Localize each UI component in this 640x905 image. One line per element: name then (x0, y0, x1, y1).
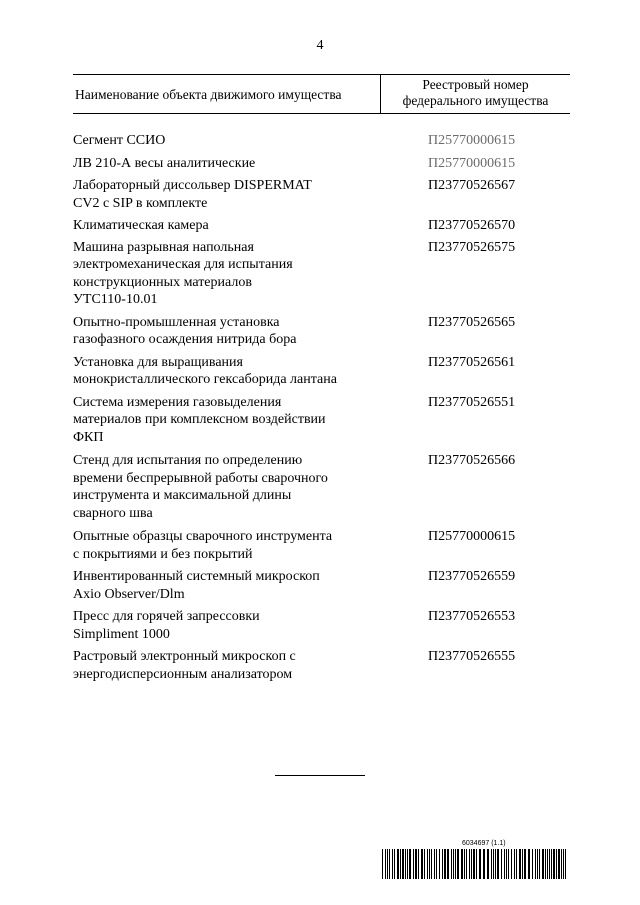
table-row (73, 354, 570, 389)
object-name-line: Установка для выращивания (73, 354, 243, 370)
barcode-bar (427, 849, 428, 879)
object-name (73, 314, 428, 349)
barcode-bar (439, 849, 440, 879)
barcode-bar (551, 849, 552, 879)
barcode-bar (436, 849, 437, 879)
barcode-bar (565, 849, 566, 879)
barcode-bar (387, 849, 388, 879)
barcode-bar (471, 849, 472, 879)
barcode-bar (447, 849, 449, 879)
object-name-line: сварного шва (73, 505, 153, 521)
barcode-bar (491, 849, 492, 879)
header-registry-number (381, 77, 570, 109)
object-name (73, 608, 428, 643)
barcode-bar (413, 849, 414, 879)
object-name-line: Опытно-промышленная установка (73, 314, 280, 330)
table-row (73, 217, 570, 235)
barcode-bar (382, 849, 383, 879)
registry-number: П23770526570 (428, 218, 516, 233)
object-name-line: конструкционных материалов (73, 274, 252, 290)
barcode-bar (400, 849, 401, 879)
object-name-line: электромеханическая для испытания (73, 257, 293, 272)
barcode-bar (497, 849, 499, 879)
barcode-bar (418, 849, 419, 879)
barcode-bar (519, 849, 521, 879)
barcode-bar (429, 849, 430, 879)
object-name-line: УТС110-10.01 (73, 292, 158, 307)
object-name-line: Сегмент ССИО (73, 133, 166, 148)
barcode-bar (483, 849, 485, 879)
barcode-bar (549, 849, 550, 879)
barcode-bar (466, 849, 467, 879)
object-name (73, 217, 428, 235)
object-name-line: Климатическая камера (73, 218, 209, 233)
barcode-bar (476, 849, 477, 879)
object-name (73, 354, 428, 389)
barcode-bar (424, 849, 425, 879)
property-table-body (73, 132, 570, 688)
object-name-line: газофазного осаждения нитрида бора (73, 332, 297, 347)
page-number: 4 (316, 38, 324, 53)
table-row (73, 239, 570, 309)
barcode-bar (522, 849, 523, 879)
header-registry-line1: Реестровый номер (422, 77, 529, 92)
registry-number: П25770000615 (428, 133, 516, 148)
object-name-line: Пресс для горячей запрессовки (73, 609, 260, 624)
object-name (73, 239, 428, 309)
barcode-bar (442, 849, 443, 879)
object-name-line: ФКП (73, 429, 104, 445)
table-row (73, 648, 570, 683)
barcode-bar (392, 849, 393, 879)
registry-number: П23770526561 (428, 354, 516, 370)
barcode-bar (556, 849, 557, 879)
barcode-bar (394, 849, 395, 879)
object-name-line: Axio Observer/Dlm (73, 586, 185, 602)
object-name (73, 452, 428, 522)
barcode-bar (389, 849, 390, 879)
barcode-bar (444, 849, 446, 879)
object-name (73, 648, 428, 683)
object-name-line: Лабораторный диссольвер DISPERMAT (73, 178, 312, 193)
object-name (73, 155, 428, 173)
object-name-line: Инвентированный системный микроскоп (73, 569, 320, 584)
barcode-bar (409, 849, 411, 879)
registry-number: П23770526565 (428, 314, 516, 330)
table-row (73, 528, 570, 563)
registry-number: П23770526555 (428, 649, 516, 664)
table-row (73, 452, 570, 522)
object-name (73, 177, 428, 212)
signature-line (275, 775, 365, 776)
barcode-bar (558, 849, 560, 879)
object-name-line: материалов при комплексном воздействии (73, 412, 326, 427)
object-name-line: Растровый электронный микроскоп с (73, 649, 296, 664)
barcode-bar (487, 849, 489, 879)
object-name (73, 568, 428, 603)
barcode-bar (524, 849, 526, 879)
barcode-bar (455, 849, 456, 879)
barcode-bar (479, 849, 481, 879)
registry-number: П23770526553 (428, 609, 516, 624)
barcode-bar (545, 849, 546, 879)
barcode-bar (493, 849, 494, 879)
object-name (73, 528, 428, 563)
object-name-line: Simpliment 1000 (73, 626, 170, 642)
barcode-bar (407, 849, 408, 879)
barcode-bar (563, 849, 564, 879)
table-row (73, 394, 570, 447)
barcode-bar (385, 849, 386, 879)
barcode-bar (434, 849, 435, 879)
barcode-bar (535, 849, 536, 879)
barcode-bar (537, 849, 538, 879)
barcode-bar (511, 849, 512, 879)
object-name-line: энергодисперсионным анализатором (73, 666, 293, 682)
barcode-bar (501, 849, 502, 879)
table-row (73, 608, 570, 643)
barcode-bar (453, 849, 454, 879)
object-name-line: с покрытиями и без покрытий (73, 546, 253, 562)
barcode-bar (508, 849, 509, 879)
table-row (73, 177, 570, 212)
registry-number: П25770000615 (428, 155, 516, 171)
barcode-bar (402, 849, 404, 879)
object-name (73, 394, 428, 447)
registry-number: П23770526551 (428, 394, 516, 410)
object-name (73, 132, 428, 150)
barcode-bar (516, 849, 517, 879)
barcode-bar (405, 849, 406, 879)
barcode-code: 6034697 (1.1) (462, 840, 506, 847)
barcode (382, 849, 568, 879)
registry-number: П23770526575 (428, 239, 516, 255)
barcode-bar (457, 849, 459, 879)
registry-number: П23770526566 (428, 453, 516, 468)
header-object-name: Наименование объекта движимого имущества (75, 87, 342, 102)
barcode-bar (464, 849, 465, 879)
object-name-line: монокристаллического гексаборида лантана (73, 372, 337, 387)
barcode-bar (561, 849, 562, 879)
object-name-line: Стенд для испытания по определению (73, 453, 303, 468)
object-name-line: Система измерения газовыделения (73, 394, 282, 410)
barcode-bar (431, 849, 432, 879)
object-name-line: ЛВ 210-А весы аналитические (73, 155, 256, 171)
barcode-bar (528, 849, 530, 879)
barcode-bar (547, 849, 548, 879)
table-row (73, 132, 570, 150)
barcode-bar (495, 849, 496, 879)
header-registry-line2: федерального имущества (402, 93, 549, 108)
barcode-bar (421, 849, 423, 879)
barcode-bar (506, 849, 507, 879)
barcode-bar (415, 849, 417, 879)
barcode-bar (532, 849, 533, 879)
barcode-bar (473, 849, 475, 879)
object-name-line: инструмента и максимальной длины (73, 488, 292, 503)
barcode-bar (469, 849, 470, 879)
registry-number: П23770526559 (428, 569, 516, 584)
barcode-bar (397, 849, 399, 879)
table-row (73, 314, 570, 349)
barcode-bar (553, 849, 555, 879)
object-name-line: CV2 с SIP в комплекте (73, 195, 208, 211)
barcode-bar (514, 849, 515, 879)
object-name-line: Машина разрывная напольная (73, 239, 254, 255)
registry-number: П23770526567 (428, 178, 516, 193)
table-row (73, 155, 570, 173)
registry-number: П25770000615 (428, 529, 516, 544)
object-name-line: времени беспрерывной работы сварочного (73, 470, 328, 486)
object-name-line: Опытные образцы сварочного инструмента (73, 529, 333, 544)
barcode-bar (504, 849, 505, 879)
table-row (73, 568, 570, 603)
table-header (73, 74, 570, 114)
barcode-bar (539, 849, 540, 879)
barcode-bar (542, 849, 544, 879)
barcode-bar (451, 849, 452, 879)
barcode-bar (461, 849, 463, 879)
